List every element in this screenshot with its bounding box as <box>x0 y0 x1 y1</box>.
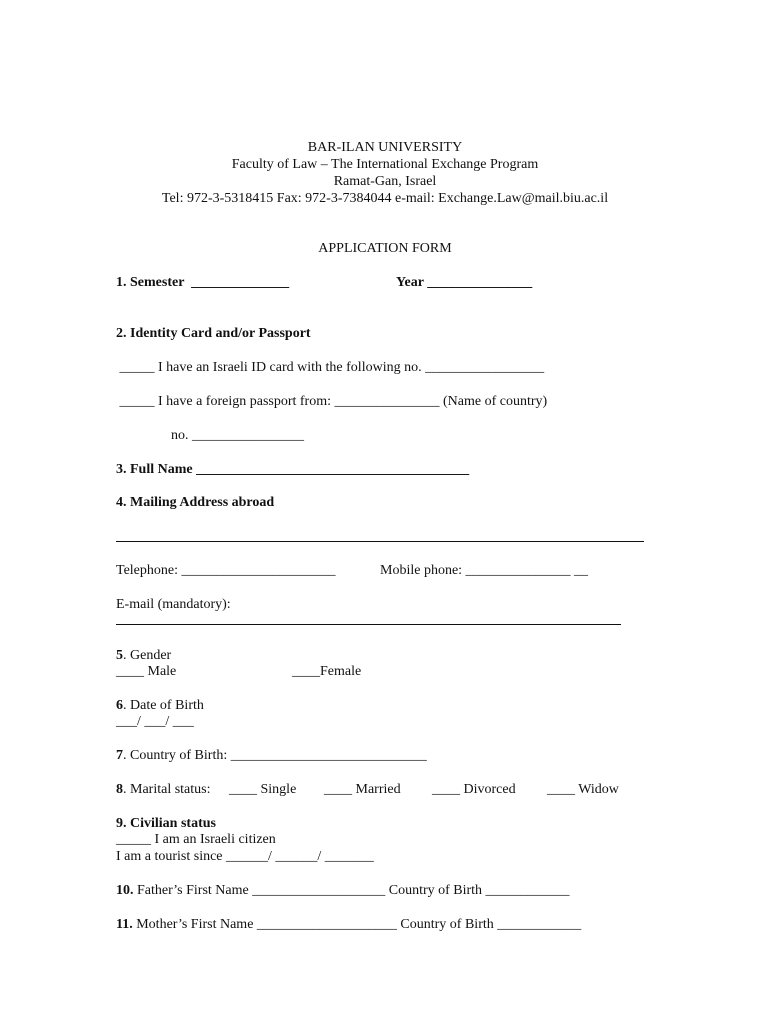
year-field[interactable]: Year _______________ <box>396 275 533 290</box>
mobile-phone-field[interactable]: Mobile phone: _______________ __ <box>380 563 589 578</box>
email-line[interactable] <box>116 624 621 625</box>
tourist-since-field[interactable]: I am a tourist since ______/ ______/ _______ <box>116 849 374 864</box>
form-title: APPLICATION FORM <box>318 241 452 256</box>
email-label: E-mail (mandatory): <box>116 597 231 612</box>
israeli-citizen-option[interactable]: _____ I am an Israeli citizen <box>116 832 276 847</box>
passport-number-field[interactable]: no. ________________ <box>171 428 304 443</box>
mailing-address-heading: 4. Mailing Address abroad <box>116 495 275 510</box>
marital-single-option[interactable]: ____ Single <box>229 782 297 797</box>
gender-male-option[interactable]: ____ Male <box>116 664 177 679</box>
faculty-name: Faculty of Law – The International Exchange Program <box>231 157 539 172</box>
gender-female-option[interactable]: ____Female <box>292 664 362 679</box>
university-location: Ramat-Gan, Israel <box>333 174 437 189</box>
semester-field[interactable]: 1. Semester ______________ <box>116 275 290 290</box>
date-of-birth-field[interactable]: ___/ ___/ ___ <box>116 714 194 729</box>
israeli-id-field[interactable]: _____ I have an Israeli ID card with the following no. _________________ <box>116 360 545 375</box>
telephone-field[interactable]: Telephone: ______________________ <box>116 563 336 578</box>
date-of-birth-label: 6. Date of Birth <box>116 698 204 713</box>
full-name-field[interactable]: 3. Full Name _______________________________________ <box>116 462 470 477</box>
country-of-birth-field[interactable]: 7. Country of Birth: ____________________________ <box>116 748 427 763</box>
identity-section-heading: 2. Identity Card and/or Passport <box>116 326 311 341</box>
father-info-field[interactable]: 10. Father’s First Name ___________________ Country of Birth ____________ <box>116 883 570 898</box>
mother-info-field[interactable]: 11. Mother’s First Name ____________________ Country of Birth ____________ <box>116 917 582 932</box>
foreign-passport-field[interactable]: _____ I have a foreign passport from: _______________ (Name of country) <box>116 394 548 409</box>
gender-label: 5. Gender <box>116 648 172 663</box>
civilian-status-heading: 9. Civilian status <box>116 816 216 831</box>
university-name: BAR-ILAN UNIVERSITY <box>307 140 463 155</box>
marital-status-label: 8. Marital status: <box>116 782 211 797</box>
marital-married-option[interactable]: ____ Married <box>324 782 401 797</box>
mailing-address-line[interactable] <box>116 541 644 542</box>
contact-info: Tel: 972-3-5318415 Fax: 972-3-7384044 e-mail: Exchange.Law@mail.biu.ac.il <box>161 191 609 206</box>
marital-widow-option[interactable]: ____ Widow <box>547 782 619 797</box>
marital-divorced-option[interactable]: ____ Divorced <box>432 782 516 797</box>
